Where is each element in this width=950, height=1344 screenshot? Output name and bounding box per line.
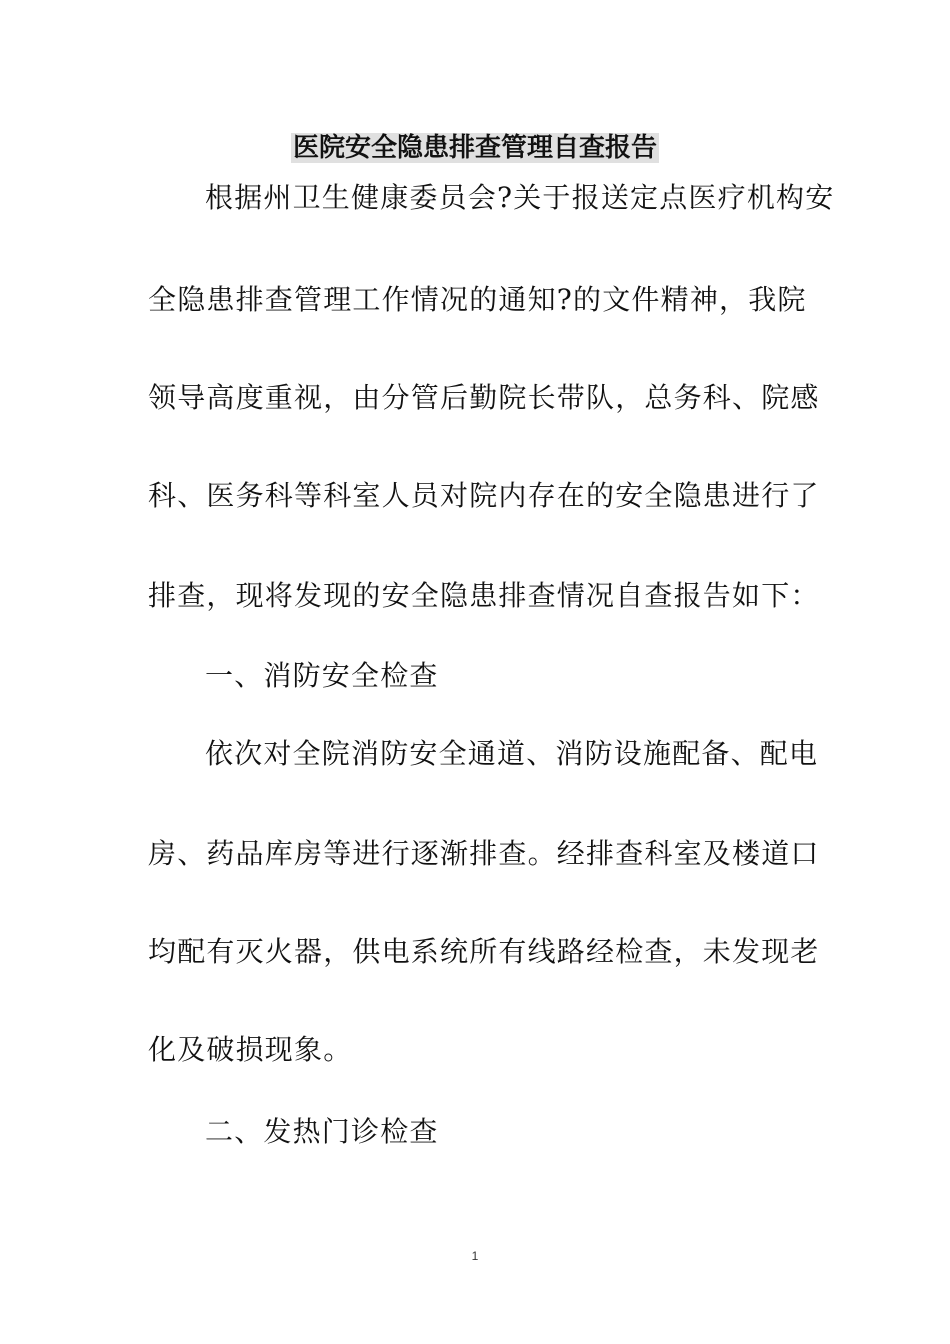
paragraph-1-line-1: 根据州卫生健康委员会?关于报送定点医疗机构安 xyxy=(205,181,835,214)
section-heading-1: 一、消防安全检查 xyxy=(205,659,439,692)
paragraph-2-line-2: 房、药品库房等进行逐渐排查。经排查科室及楼道口 xyxy=(148,837,820,870)
document-title-text: 医院安全隐患排查管理自查报告 xyxy=(292,133,657,163)
paragraph-1-line-4: 科、医务科等科室人员对院内存在的安全隐患进行了 xyxy=(148,479,820,512)
paragraph-2-line-3: 均配有灭火器，供电系统所有线路经检查，未发现老 xyxy=(148,935,820,968)
page-number: 1 xyxy=(471,1249,479,1263)
paragraph-2-line-4: 化及破损现象。 xyxy=(148,1033,353,1066)
document-title xyxy=(0,128,950,168)
paragraph-2-line-1: 依次对全院消防安全通道、消防设施配备、配电 xyxy=(205,737,819,770)
paragraph-1-line-2: 全隐患排查管理工作情况的通知?的文件精神，我院 xyxy=(148,283,807,316)
paragraph-1-line-5: 排查，现将发现的安全隐患排查情况自查报告如下： xyxy=(148,579,820,612)
paragraph-1-line-3: 领导高度重视，由分管后勤院长带队，总务科、院感 xyxy=(148,381,820,414)
section-heading-2: 二、发热门诊检查 xyxy=(205,1115,439,1148)
